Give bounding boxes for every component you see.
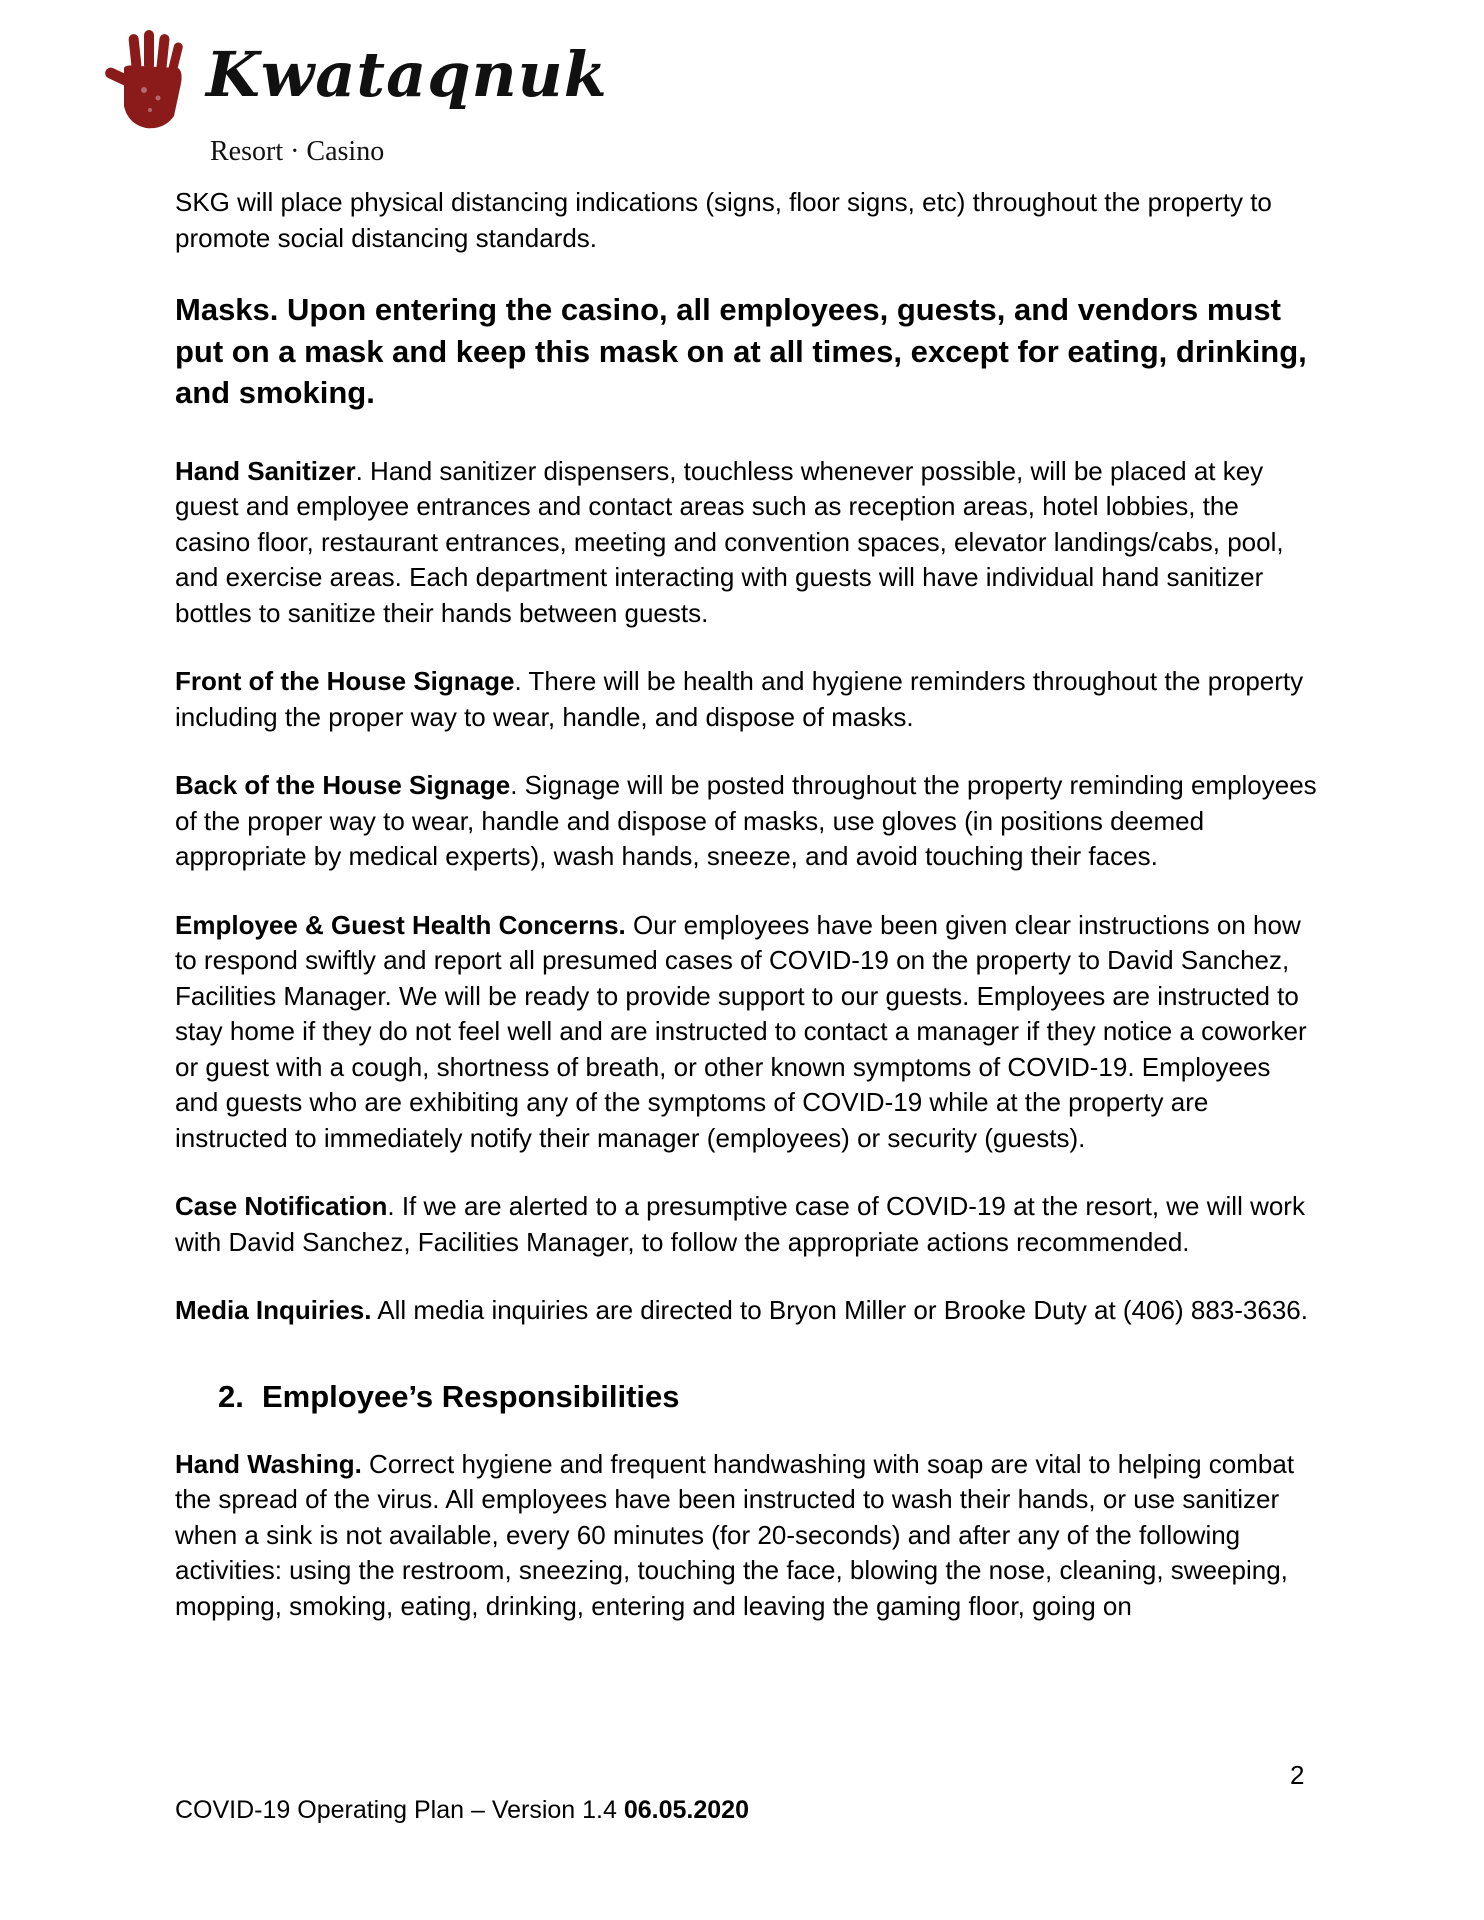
front-signage-label: Front of the House Signage	[175, 666, 515, 696]
health-concerns-label: Employee & Guest Health Concerns.	[175, 909, 626, 940]
case-notification-label: Case Notification	[175, 1191, 388, 1221]
section-heading	[218, 1377, 1320, 1417]
document-body	[175, 185, 1320, 1624]
hand-washing-paragraph	[175, 1447, 1320, 1625]
hand-washing-label: Hand Washing.	[175, 1448, 362, 1479]
hand-sanitizer-label: Hand Sanitizer	[175, 455, 356, 486]
hand-washing-text: Correct hygiene and frequent handwashing with soap are vital to helping combat the spread of the virus. All employees have been instructed to wash their hands, or use sanitizer when a sink is not available, every 60 minutes (for 20-seconds) and after any of the following activities: using the restroom, sneezing, touching the face, blowing the nose, cleaning, sweeping, mopping, smoking, eating, drinking, entering and leaving the gaming floor, going on	[175, 1448, 1295, 1621]
footer-date: 06.05.2020	[623, 1796, 749, 1824]
footer-plan-text: COVID-19 Operating Plan – Version 1.4	[175, 1796, 624, 1824]
back-signage-label: Back of the House Signage	[175, 770, 511, 800]
page-footer	[175, 1796, 749, 1825]
front-signage-text: . There will be health and hygiene reminders throughout the property including the proper way to wear, handle, and dispose of masks.	[175, 666, 1304, 732]
health-concerns-paragraph	[175, 908, 1320, 1157]
case-notification-paragraph	[175, 1189, 1320, 1260]
logo-subtitle: Resort · Casino	[210, 136, 385, 167]
front-signage-paragraph	[175, 664, 1320, 735]
back-signage-paragraph	[175, 768, 1320, 875]
back-signage-text: . Signage will be posted throughout the property reminding employees of the proper way to wear, handle and dispose of masks, use gloves (in positions deemed appropriate by medical experts), wash hands, sneeze, and avoid touching their faces.	[175, 770, 1317, 871]
section-number: 2.	[218, 1378, 244, 1414]
kwataqnuk-logo	[100, 24, 608, 174]
logo-wordmark: Kwataqnuk	[206, 38, 608, 111]
media-paragraph	[175, 1293, 1320, 1329]
media-label: Media Inquiries.	[175, 1295, 372, 1325]
hand-sanitizer-paragraph	[175, 454, 1320, 632]
health-concerns-text: Our employees have been given clear instructions on how to respond swiftly and report all presumed cases of COVID-19 on the property to David Sanchez, Facilities Manager. We will be ready to provide support to our guests. Employees are instructed to stay home if they do not feel well and are instructed to contact a manager if they notice a coworker or guest with a cough, shortness of breath, or other known symptoms of COVID-19. Employees and guests who are exhibiting any of the symptoms of COVID-19 while at the property are instructed to immediately notify their manager (employees) or security (guests).	[175, 909, 1307, 1153]
hand-sanitizer-text: . Hand sanitizer dispensers, touchless whenever possible, will be placed at key guest and employee entrances and contact areas such as reception areas, hotel lobbies, the casino floor, restaurant entrances, meeting and convention spaces, elevator landings/cabs, pool, and exercise areas. Each department interacting with guests will have individual hand sanitizer bottles to sanitize their hands between guests.	[175, 455, 1284, 628]
intro-paragraph: SKG will place physical distancing indications (signs, floor signs, etc) throughout the property to promote social distancing standards.	[175, 187, 1272, 253]
masks-paragraph: Masks. Upon entering the casino, all employees, guests, and vendors must put on a mask and keep this mask on at all times, except for eating, drinking, and smoking.	[175, 292, 1307, 410]
handprint-icon	[100, 28, 200, 132]
case-notification-text: . If we are alerted to a presumptive case of COVID-19 at the resort, we will work with David Sanchez, Facilities Manager, to follow the appropriate actions recommended.	[175, 1191, 1305, 1257]
page-number: 2	[1290, 1760, 1305, 1790]
media-text: All media inquiries are directed to Bryon Miller or Brooke Duty at (406) 883-3636.	[371, 1295, 1308, 1325]
section-title: Employee’s Responsibilities	[262, 1378, 680, 1414]
